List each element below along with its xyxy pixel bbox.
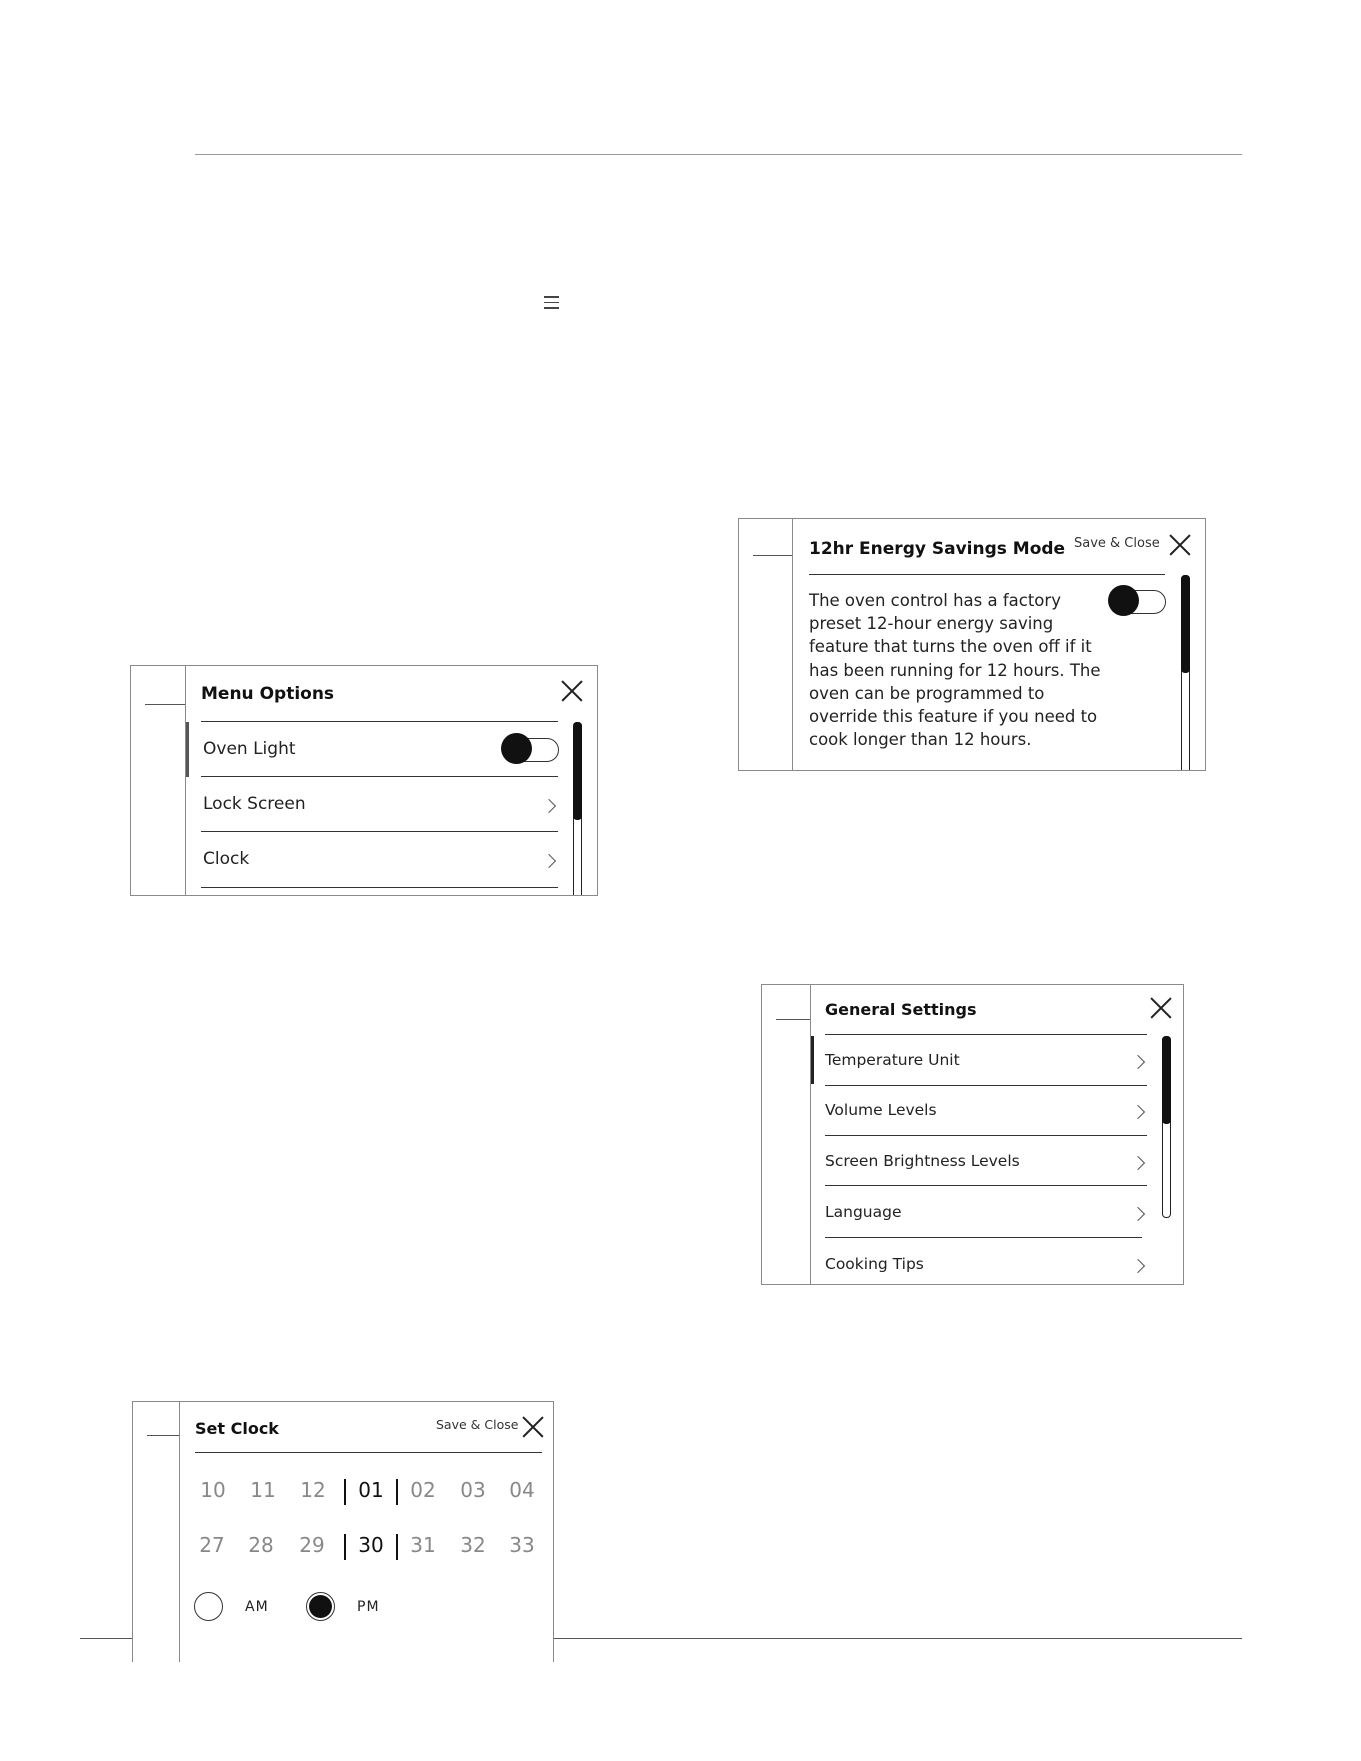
item-label: Cooking Tips [825, 1255, 924, 1273]
chevron-right-icon [542, 854, 556, 868]
row-separator [201, 776, 558, 777]
item-label: Oven Light [203, 739, 296, 759]
chevron-right-icon [1131, 1207, 1145, 1221]
panel-rail [179, 1402, 180, 1662]
title-separator [201, 721, 558, 722]
panel-stub [145, 704, 185, 705]
item-label: Lock Screen [203, 794, 306, 814]
hour-option[interactable]: 12 [300, 1478, 326, 1502]
scrollbar[interactable] [1181, 575, 1190, 771]
radio-selected-dot [309, 1595, 332, 1618]
menu-options-title: Menu Options [201, 684, 335, 704]
row-separator [825, 1135, 1147, 1136]
row-separator [825, 1085, 1147, 1086]
selection-bracket [396, 1534, 398, 1560]
oven-light-toggle[interactable] [503, 738, 559, 762]
close-icon[interactable] [522, 1416, 541, 1435]
chevron-right-icon [542, 799, 556, 813]
hour-option[interactable]: 02 [410, 1478, 436, 1502]
save-close-button[interactable]: Save & Close [1074, 536, 1160, 551]
close-icon[interactable] [1169, 534, 1191, 556]
item-label: Volume Levels [825, 1101, 937, 1119]
menu-icon [544, 296, 559, 309]
panel-rail [792, 519, 793, 770]
pm-label: PM [357, 1599, 380, 1615]
item-label: Screen Brightness Levels [825, 1152, 1020, 1170]
set-clock-title: Set Clock [195, 1419, 279, 1438]
close-icon[interactable] [561, 680, 583, 702]
menu-options-panel [130, 665, 598, 896]
description-line: feature that turns the oven off if it [809, 637, 1092, 656]
selection-bracket [396, 1479, 398, 1505]
selection-indicator [811, 1036, 814, 1084]
scrollbar-thumb[interactable] [1162, 1036, 1171, 1124]
hour-option-selected[interactable]: 01 [358, 1478, 384, 1502]
item-label: Temperature Unit [825, 1051, 960, 1069]
hour-option[interactable]: 04 [509, 1478, 535, 1502]
chevron-right-icon [1131, 1105, 1145, 1119]
energy-savings-toggle[interactable] [1110, 590, 1166, 614]
item-label: Clock [203, 849, 250, 869]
scrollbar-thumb[interactable] [573, 722, 582, 820]
am-label: AM [245, 1599, 269, 1615]
description-line: The oven control has a factory [809, 591, 1061, 610]
description-line: oven can be programmed to [809, 684, 1045, 703]
title-separator [825, 1034, 1147, 1035]
selection-bracket [344, 1479, 346, 1505]
hour-option[interactable]: 03 [460, 1478, 486, 1502]
minute-option[interactable]: 28 [248, 1533, 274, 1557]
chevron-right-icon [1131, 1156, 1145, 1170]
am-radio[interactable] [194, 1592, 223, 1621]
panel-stub [147, 1435, 179, 1436]
general-settings-title: General Settings [825, 1000, 977, 1019]
panel-rail [185, 666, 186, 895]
panel-rail [810, 985, 811, 1284]
item-label: Language [825, 1203, 902, 1221]
row-separator [825, 1237, 1142, 1238]
row-separator [825, 1185, 1147, 1186]
description-line: cook longer than 12 hours. [809, 730, 1032, 749]
title-separator [809, 574, 1165, 575]
energy-savings-panel [738, 518, 1206, 771]
panel-stub [776, 1019, 810, 1020]
row-separator [201, 887, 558, 888]
pm-radio[interactable] [306, 1592, 335, 1621]
toggle-knob [1108, 585, 1139, 616]
scrollbar[interactable] [1162, 1036, 1171, 1218]
set-clock-panel [132, 1401, 554, 1662]
top-rule [195, 154, 1242, 155]
scrollbar[interactable] [573, 722, 582, 896]
row-separator [201, 831, 558, 832]
chevron-right-icon [1131, 1259, 1145, 1273]
general-settings-panel [761, 984, 1184, 1285]
description-line: has been running for 12 hours. The [809, 661, 1101, 680]
minute-option[interactable]: 33 [509, 1533, 535, 1557]
description-line: preset 12-hour energy saving [809, 614, 1054, 633]
energy-savings-title: 12hr Energy Savings Mode [809, 539, 1066, 559]
close-icon[interactable] [1150, 997, 1172, 1019]
toggle-knob [501, 733, 532, 764]
minute-option[interactable]: 32 [460, 1533, 486, 1557]
title-separator [195, 1452, 542, 1453]
minute-option[interactable]: 29 [299, 1533, 325, 1557]
save-close-button[interactable]: Save & Close [436, 1417, 519, 1432]
description-line: override this feature if you need to [809, 707, 1098, 726]
hour-option[interactable]: 11 [250, 1478, 276, 1502]
minute-option[interactable]: 27 [199, 1533, 225, 1557]
minute-option[interactable]: 31 [410, 1533, 436, 1557]
selection-indicator [186, 722, 189, 777]
hour-option[interactable]: 10 [200, 1478, 226, 1502]
scrollbar-thumb[interactable] [1181, 575, 1190, 673]
chevron-right-icon [1131, 1055, 1145, 1069]
selection-bracket [344, 1534, 346, 1560]
panel-stub [753, 555, 792, 556]
minute-option-selected[interactable]: 30 [358, 1533, 384, 1557]
